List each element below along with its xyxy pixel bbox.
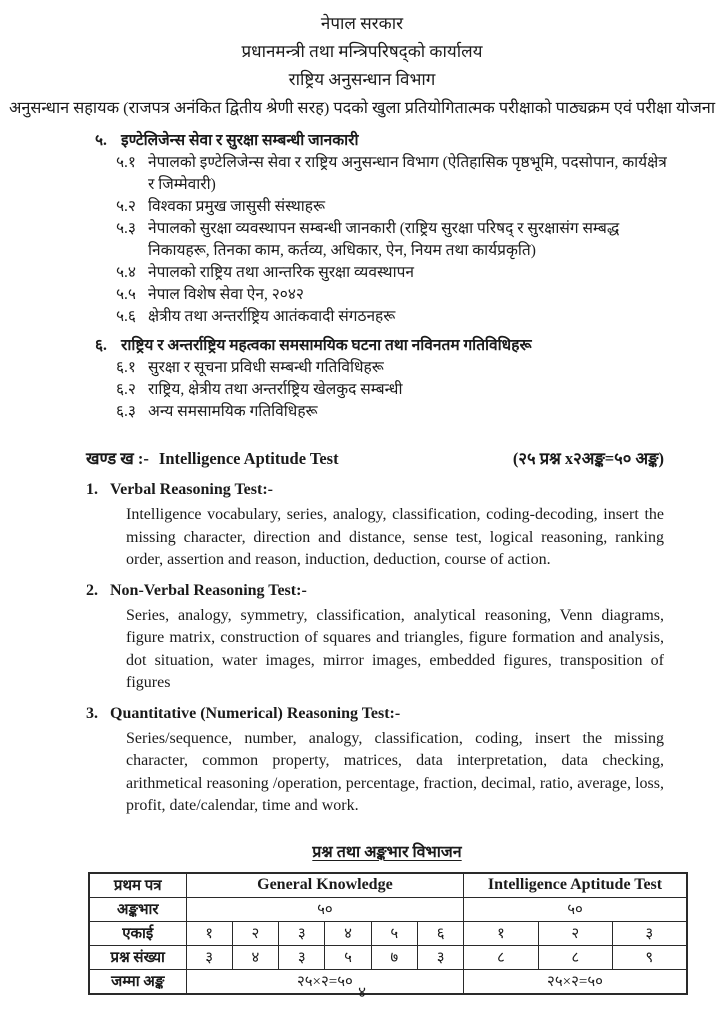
marks-table [88, 872, 688, 995]
weight-label-cell: अङ्कभार [89, 897, 186, 921]
syllabus-sections [0, 129, 724, 423]
test-number: 3. [86, 704, 98, 722]
gk-unit-cell: ६ [417, 921, 463, 945]
iat-weight-cell: ५० [464, 897, 687, 921]
part-b-heading [86, 447, 664, 471]
section-item [116, 379, 672, 401]
item-number: ५.३ [116, 220, 136, 237]
test-title: Verbal Reasoning Test:- [110, 481, 273, 498]
table-row-units [89, 921, 687, 945]
test-3-heading [86, 702, 724, 726]
test-1-heading [86, 478, 724, 502]
test-title: Non-Verbal Reasoning Test:- [110, 581, 307, 599]
gk-total-cell: २५×२=५० [186, 969, 464, 994]
total-label-cell: जम्मा अङ्क [89, 969, 186, 994]
item-text: नेपालको राष्ट्रिय तथा आन्तरिक सुरक्षा व्यवस्थापन [148, 264, 414, 281]
gk-weight-cell: ५० [186, 897, 464, 921]
section-6-heading [95, 334, 674, 357]
gk-question-cell: ५ [325, 945, 371, 969]
paper-label-cell: प्रथम पत्र [89, 873, 186, 898]
header-department: राष्ट्रिय अनुसन्धान विभाग [288, 70, 436, 89]
gk-unit-cell: ४ [325, 921, 371, 945]
item-text: अन्य समसामयिक गतिविधिहरू [148, 403, 318, 420]
gk-unit-cell: १ [186, 921, 232, 945]
gk-question-cell: ३ [186, 945, 232, 969]
iat-question-cell: ९ [612, 945, 686, 969]
iat-question-cell: ८ [464, 945, 538, 969]
page-number: ४ [358, 985, 366, 1001]
section-item [116, 401, 672, 423]
header-government: नेपाल सरकार [320, 14, 404, 33]
item-text: नेपाल विशेष सेवा ऐन, २०४२ [148, 286, 304, 303]
iat-unit-cell: १ [464, 921, 538, 945]
item-text: नेपालको सुरक्षा व्यवस्थापन सम्बन्धी जानकारी (राष्ट्रिय सुरक्षा परिषद् र सुरक्षासंग सम्बद्ध निकायहरू, तिनका काम, कर्तव्य, अधिकार, ऐन, नियम तथा कार्यप्रकृति) [148, 220, 620, 259]
item-text: क्षेत्रीय तथा अन्तर्राष्ट्रिय आतंकवादी संगठनहरू [148, 308, 396, 325]
gk-unit-cell: ३ [279, 921, 325, 945]
section-item [116, 152, 672, 196]
item-text: सुरक्षा र सूचना प्रविधी सम्बन्धी गतिविधिहरू [148, 359, 384, 376]
test-title: Quantitative (Numerical) Reasoning Test:- [110, 704, 401, 722]
gk-header-cell: General Knowledge [186, 873, 464, 898]
test-number: 2. [86, 581, 98, 599]
units-label-cell: एकाई [89, 921, 186, 945]
item-number: ५.५ [116, 286, 136, 303]
iat-unit-cell: २ [538, 921, 612, 945]
item-number: ६.१ [116, 359, 136, 376]
marks-table-title: प्रश्न तथा अङ्कभार विभाजन [312, 843, 462, 861]
item-text: राष्ट्रिय, क्षेत्रीय तथा अन्तर्राष्ट्रिय खेलकुद सम्बन्धी [148, 381, 403, 398]
table-row-weight [89, 897, 687, 921]
section-item [116, 284, 672, 306]
item-number: ५.६ [116, 308, 136, 325]
iat-unit-cell: ३ [612, 921, 686, 945]
gk-unit-cell: ५ [371, 921, 417, 945]
part-b-marks: (२५ प्रश्न x२अङ्क=५० अङ्क) [512, 449, 664, 468]
section-title: इण्टेलिजेन्स सेवा र सुरक्षा सम्बन्धी जानकारी [121, 132, 359, 149]
part-b-left [86, 447, 339, 471]
section-number: ५. [95, 132, 107, 149]
test-1 [0, 478, 724, 572]
header-office: प्रधानमन्त्री तथा मन्त्रिपरिषद्को कार्यालय [241, 42, 483, 61]
gk-question-cell: ७ [371, 945, 417, 969]
item-number: ५.२ [116, 198, 136, 215]
iat-question-cell: ८ [538, 945, 612, 969]
iat-total-cell: २५×२=५० [464, 969, 687, 994]
test-1-body: Intelligence vocabulary, series, analogy, classification, coding-decoding, insert the missing character, direction and distance, sense test, logical reasoning, ranking order, assertion and reason, induction, deduction, course of action. [126, 506, 664, 568]
section-5-heading [95, 129, 674, 152]
header-exam-plan-title: अनुसन्धान सहायक (राजपत्र अनंकित द्वितीय श्रेणी सरह) पदको खुला प्रतियोगितात्मक परीक्षाको पाठ्यक्रम एवं परीक्षा योजना [8, 98, 716, 117]
table-row-questions [89, 945, 687, 969]
section-item [116, 218, 672, 262]
test-2 [0, 579, 724, 695]
table-row-paper [89, 873, 687, 898]
item-number: ५.४ [116, 264, 136, 281]
section-item [116, 306, 672, 328]
page-footer [0, 982, 724, 1002]
item-number: ६.३ [116, 403, 136, 420]
marks-table-title-wrap [88, 840, 686, 862]
item-text: नेपालको इण्टेलिजेन्स सेवा र राष्ट्रिय अनुसन्धान विभाग (ऐतिहासिक पृष्ठभूमि, पदसोपान, कार्यक्षेत्र र जिम्मेवारी) [148, 154, 667, 193]
gk-question-cell: ३ [417, 945, 463, 969]
test-2-body: Series, analogy, symmetry, classification, analytical reasoning, Venn diagrams, figure matrix, construction of squares and triangles, figure formation and analysis, dot situation, water images, mirror images, embedded figures, transposition of figures [126, 606, 664, 691]
section-item [116, 357, 672, 379]
item-number: ६.२ [116, 381, 136, 398]
gk-question-cell: ३ [279, 945, 325, 969]
test-2-heading [86, 579, 724, 603]
test-number: 1. [86, 481, 98, 498]
section-6 [0, 334, 724, 423]
item-text: विश्वका प्रमुख जासुसी संस्थाहरू [148, 198, 326, 215]
section-number: ६. [95, 337, 107, 354]
document-header [0, 10, 724, 122]
section-item [116, 262, 672, 284]
part-b-label: खण्ड ख :- [86, 449, 149, 468]
section-item [116, 196, 672, 218]
section-title: राष्ट्रिय र अन्तर्राष्ट्रिय महत्वका समसामयिक घटना तथा नविनतम गतिविधिहरू [121, 337, 532, 354]
test-3 [0, 702, 724, 818]
test-3-body: Series/sequence, number, analogy, classification, coding, insert the missing character, common property, matrices, data interpretation, data checking, arithmetical reasoning /operation, percentage, fraction, decimal, ratio, average, loss, profit, date/calendar, time and work. [126, 729, 664, 814]
questions-label-cell: प्रश्न संख्या [89, 945, 186, 969]
gk-unit-cell: २ [232, 921, 278, 945]
gk-question-cell: ४ [232, 945, 278, 969]
part-b-title: Intelligence Aptitude Test [158, 449, 339, 468]
item-number: ५.१ [116, 154, 136, 171]
iat-header-cell: Intelligence Aptitude Test [464, 873, 687, 898]
section-5 [0, 129, 724, 328]
